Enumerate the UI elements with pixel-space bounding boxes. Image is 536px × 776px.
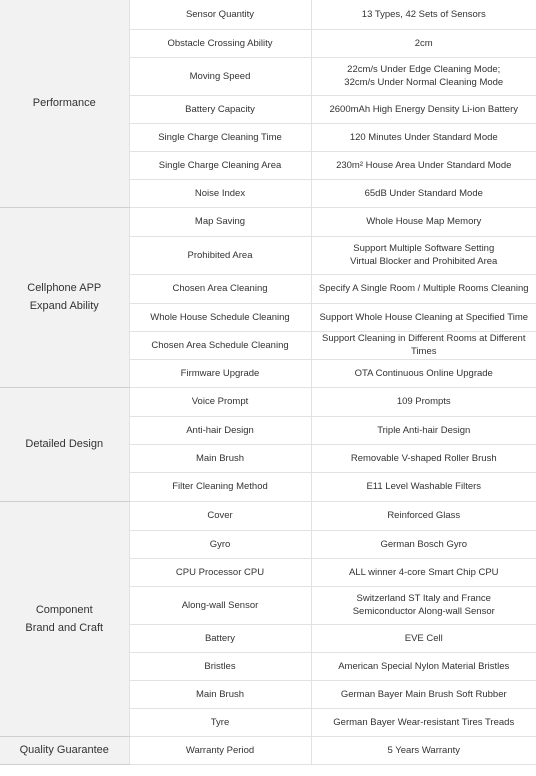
feature-cell: Warranty Period xyxy=(129,736,311,764)
feature-cell: Map Saving xyxy=(129,207,311,236)
category-label: Quality Guarantee xyxy=(19,744,109,756)
value-cell: EVE Cell xyxy=(311,624,536,652)
value-cell: Triple Anti-hair Design xyxy=(311,416,536,444)
value-cell: Support Multiple Software Setting Virtual Blocker and Prohibited Area xyxy=(311,236,536,274)
feature-cell: Obstacle Crossing Ability xyxy=(129,29,311,57)
feature-cell: Filter Cleaning Method xyxy=(129,472,311,501)
value-cell: ALL winner 4-core Smart Chip CPU xyxy=(311,558,536,586)
category-label: Expand Ability xyxy=(29,300,99,312)
spec-row xyxy=(0,0,536,29)
value-cell: 2600mAh High Energy Density Li-ion Battery xyxy=(311,95,536,123)
feature-cell: Noise Index xyxy=(129,179,311,207)
feature-cell: Along-wall Sensor xyxy=(129,586,311,624)
feature-cell: Chosen Area Schedule Cleaning xyxy=(129,331,311,359)
value-cell: German Bayer Wear-resistant Tires Treads xyxy=(311,708,536,736)
feature-cell: Gyro xyxy=(129,530,311,558)
category-cell xyxy=(0,207,129,387)
value-cell: Whole House Map Memory xyxy=(311,207,536,236)
feature-cell: Sensor Quantity xyxy=(129,0,311,29)
value-cell: Specify A Single Room / Multiple Rooms Cleaning xyxy=(311,274,536,303)
category-label: Detailed Design xyxy=(25,438,104,450)
feature-cell: Moving Speed xyxy=(129,57,311,95)
value-cell: Support Cleaning in Different Rooms at Different Times xyxy=(311,331,536,359)
category-label: Component xyxy=(35,603,93,616)
feature-cell: CPU Processor CPU xyxy=(129,558,311,586)
value-cell: 120 Minutes Under Standard Mode xyxy=(311,123,536,151)
spec-row xyxy=(0,387,536,416)
value-cell: American Special Nylon Material Bristles xyxy=(311,652,536,680)
feature-cell: Firmware Upgrade xyxy=(129,359,311,387)
category-cell xyxy=(0,736,129,764)
feature-cell: Battery Capacity xyxy=(129,95,311,123)
value-cell: Reinforced Glass xyxy=(311,501,536,530)
spec-row xyxy=(0,736,536,764)
feature-cell: Battery xyxy=(129,624,311,652)
value-cell: OTA Continuous Online Upgrade xyxy=(311,359,536,387)
value-cell: Support Whole House Cleaning at Specified Time xyxy=(311,303,536,331)
value-cell: 2cm xyxy=(311,29,536,57)
value-cell: 65dB Under Standard Mode xyxy=(311,179,536,207)
feature-cell: Tyre xyxy=(129,708,311,736)
feature-cell: Single Charge Cleaning Time xyxy=(129,123,311,151)
category-cell xyxy=(0,0,129,207)
feature-cell: Main Brush xyxy=(129,444,311,472)
value-cell: 13 Types, 42 Sets of Sensors xyxy=(311,0,536,29)
spec-row xyxy=(0,207,536,236)
spec-row xyxy=(0,501,536,530)
value-cell: E11 Level Washable Filters xyxy=(311,472,536,501)
value-cell: 5 Years Warranty xyxy=(311,736,536,764)
value-cell: 109 Prompts xyxy=(311,387,536,416)
value-cell: Switzerland ST Italy and France Semiconductor Along-wall Sensor xyxy=(311,586,536,624)
category-label: Performance xyxy=(32,97,96,110)
feature-cell: Single Charge Cleaning Area xyxy=(129,151,311,179)
value-cell: 230m² House Area Under Standard Mode xyxy=(311,151,536,179)
value-cell: 22cm/s Under Edge Cleaning Mode; 32cm/s Under Normal Cleaning Mode xyxy=(311,57,536,95)
feature-cell: Cover xyxy=(129,501,311,530)
feature-cell: Whole House Schedule Cleaning xyxy=(129,303,311,331)
category-label: Cellphone APP xyxy=(27,282,102,294)
feature-cell: Prohibited Area xyxy=(129,236,311,274)
feature-cell: Chosen Area Cleaning xyxy=(129,274,311,303)
feature-cell: Main Brush xyxy=(129,680,311,708)
value-cell: German Bosch Gyro xyxy=(311,530,536,558)
feature-cell: Anti-hair Design xyxy=(129,416,311,444)
feature-cell: Voice Prompt xyxy=(129,387,311,416)
value-cell: German Bayer Main Brush Soft Rubber xyxy=(311,680,536,708)
feature-cell: Bristles xyxy=(129,652,311,680)
category-cell xyxy=(0,387,129,501)
value-cell: Removable V-shaped Roller Brush xyxy=(311,444,536,472)
category-cell xyxy=(0,501,129,736)
category-label: Brand and Craft xyxy=(25,621,104,634)
